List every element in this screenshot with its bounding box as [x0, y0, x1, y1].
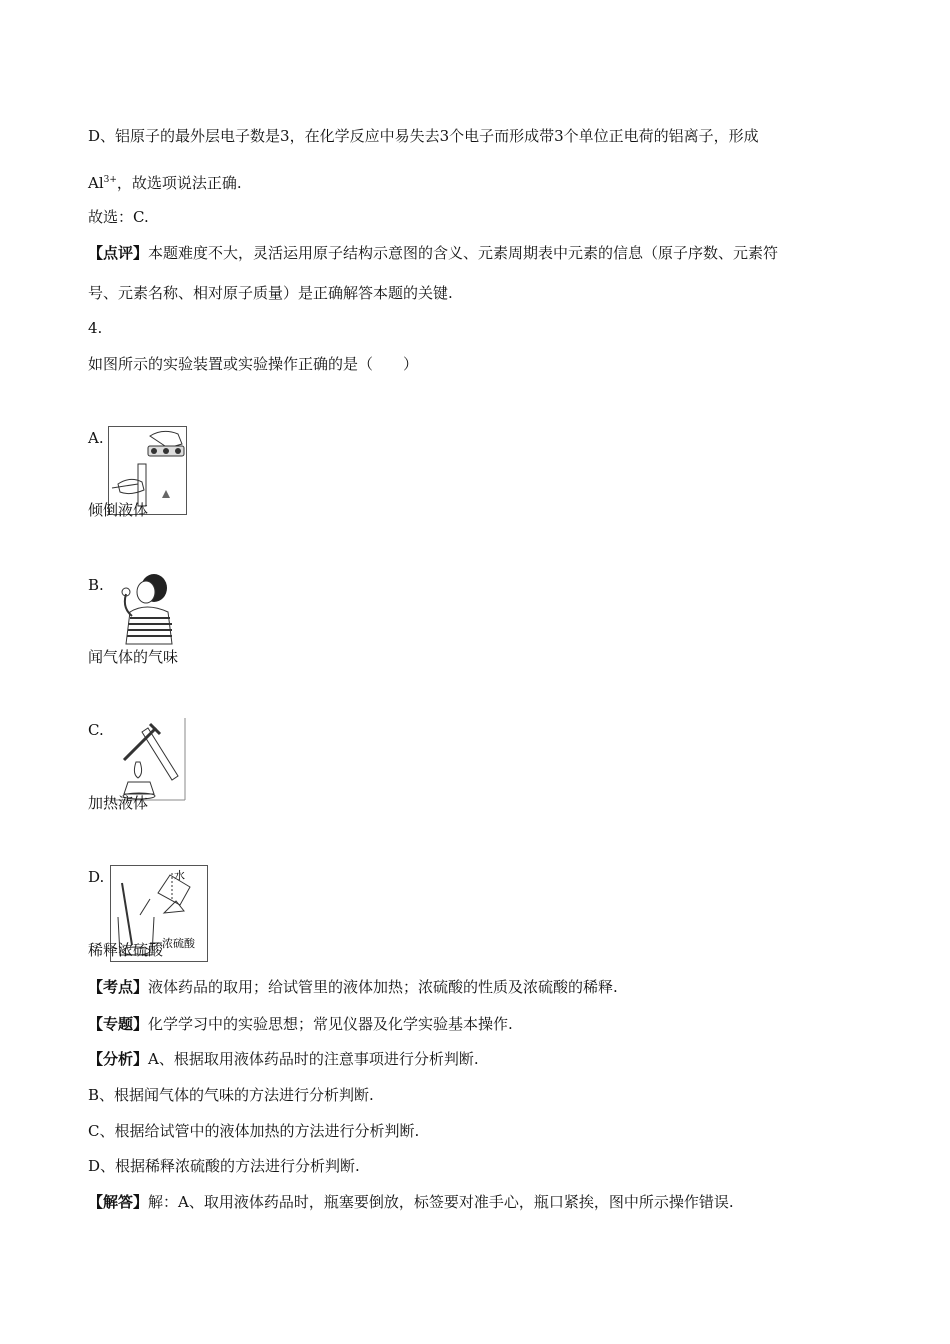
fenxi-a-text: A、根据取用液体药品时的注意事项进行分析判断. — [148, 1050, 479, 1068]
fenxi-b-line: B、根据闻气体的气味的方法进行分析判断. — [88, 1086, 374, 1104]
option-b-label: B. — [88, 576, 104, 594]
question-number: 4. — [88, 319, 103, 337]
label-water: 水 — [174, 869, 185, 882]
d-line-2-text: ，故选项说法正确. — [116, 174, 242, 192]
fenxi-c-line: C、根据给试管中的液体加热的方法进行分析判断. — [88, 1122, 420, 1140]
option-a-caption: 倾倒液体 — [88, 501, 149, 519]
jieda-text: 解：A、取用液体药品时，瓶塞要倒放，标签要对准手心，瓶口紧挨，图中所示操作错误. — [148, 1193, 734, 1211]
option-b-caption: 闻气体的气味 — [88, 648, 179, 666]
jieda-line — [88, 1192, 734, 1212]
zhuanti-text: 化学学习中的实验思想；常见仪器及化学实验基本操作. — [148, 1015, 513, 1033]
option-c-caption: 加热液体 — [88, 794, 149, 812]
review-line-1 — [88, 243, 778, 263]
jieda-tag: 【解答】 — [88, 1193, 149, 1211]
al-charge: 3+ — [103, 175, 117, 185]
review-text-1: 本题难度不大，灵活运用原子结构示意图的含义、元素周期表中元素的信息（原子序数、元素符 — [148, 244, 779, 262]
review-tag: 【点评】 — [88, 244, 149, 262]
option-a-label: A. — [88, 429, 104, 447]
kaodian-tag: 【考点】 — [88, 978, 149, 996]
d-line-1: D、铝原子的最外层电子数是3，在化学反应中易失去3个电子而形成带3个单位正电荷的铝离子，形成 — [88, 127, 759, 145]
zhuanti-line — [88, 1014, 513, 1034]
fenxi-d-line: D、根据稀释浓硫酸的方法进行分析判断. — [88, 1157, 360, 1175]
option-d-caption: 稀释浓硫酸 — [88, 941, 164, 959]
fenxi-line — [88, 1049, 479, 1069]
answer-line: 故选：C. — [88, 208, 149, 226]
figure-heat-liquid — [110, 718, 186, 802]
zhuanti-tag: 【专题】 — [88, 1015, 149, 1033]
review-line-2: 号、元素名称、相对原子质量）是正确解答本题的关键. — [88, 284, 453, 302]
figure-smell-gas — [112, 572, 174, 646]
fenxi-tag: 【分析】 — [88, 1050, 149, 1068]
d-line-2 — [88, 170, 242, 193]
option-c-label: C. — [88, 721, 104, 739]
option-d-label: D. — [88, 868, 105, 886]
label-acid: 浓硫酸 — [162, 937, 195, 950]
question-text: 如图所示的实验装置或实验操作正确的是（ ） — [88, 355, 419, 373]
al-symbol: Al — [88, 174, 104, 192]
kaodian-text: 液体药品的取用；给试管里的液体加热；浓硫酸的性质及浓硫酸的稀释. — [148, 978, 618, 996]
kaodian-line — [88, 977, 618, 997]
